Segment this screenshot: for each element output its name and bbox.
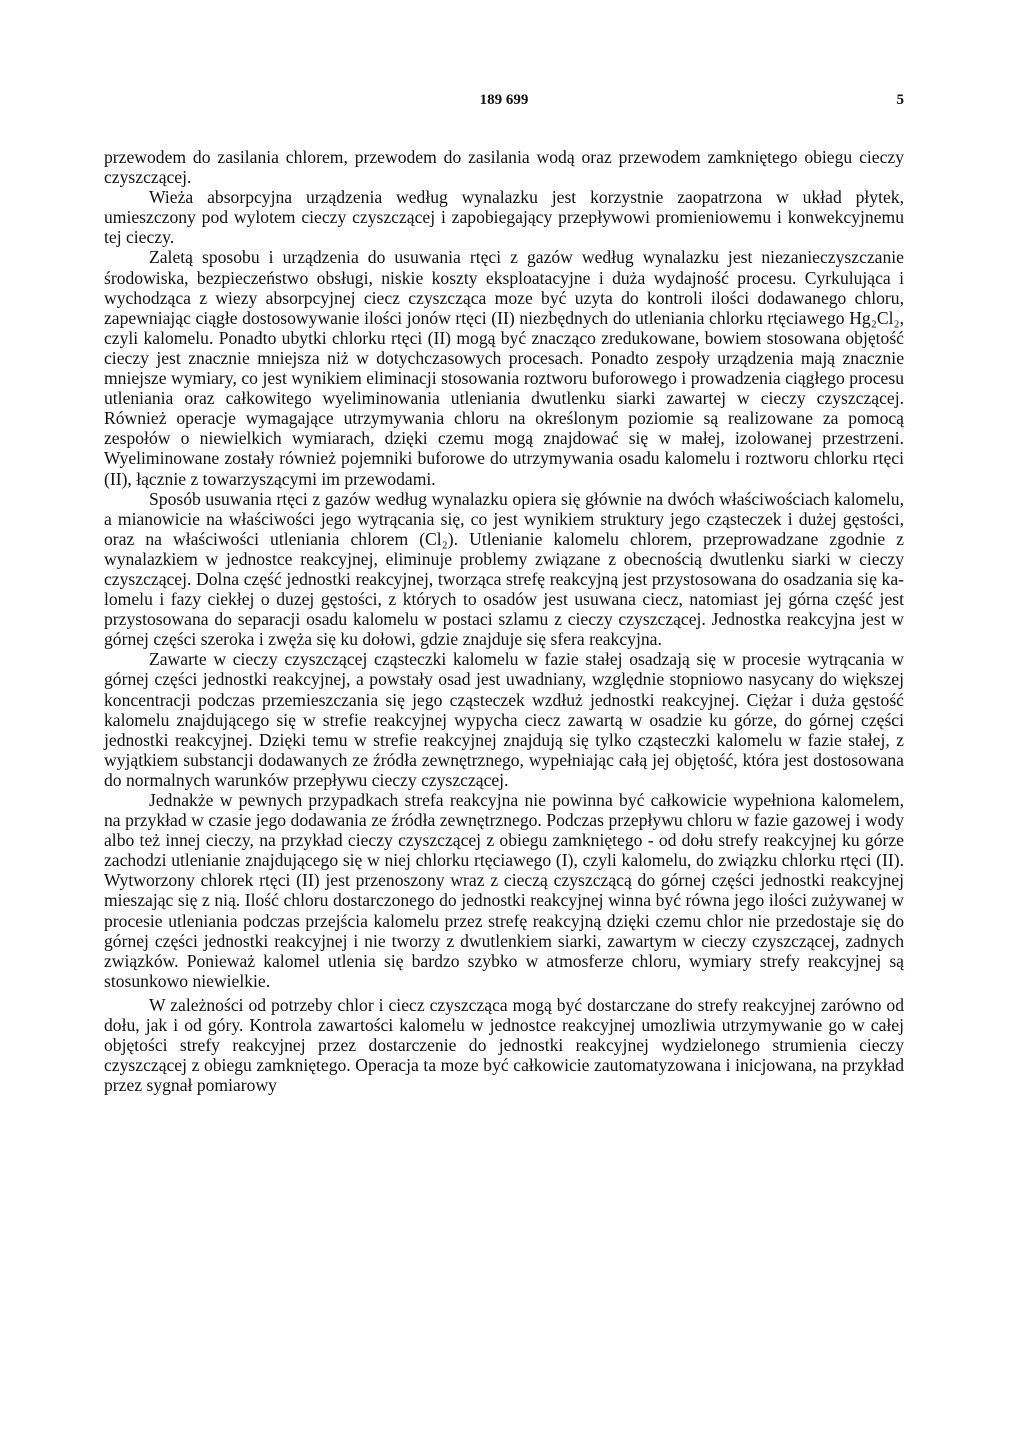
patent-number: 189 699 xyxy=(479,92,529,108)
paragraph: W zależności od potrzeby chlor i ciecz czyszcząca mogą być dostarczane do strefy reakcyjnej zarówno od dołu, jak i od góry. Kontrola zawartości kalomelu w jednostce reakcyjnej umozliwia utrzymywanie go w całej objętości strefy reakcyjnej przez dostarczenie do jednostki reakcyjnej wydzielonego strumienia cieczy czyszczącej z obiegu zamkniętego. Operacja ta moze być całkowicie zautomatyzowana i inicjowana, na przykład przez sygnał pomiarowy xyxy=(104,994,904,1096)
page-header xyxy=(104,92,904,118)
paragraph: Zaletą sposobu i urządzenia do usuwania rtęci z gazów według wynalazku jest niezanieczyszczanie środowiska, bezpieczeństwo obsługi, niskie koszty eksploatacyjne i duża wydajność procesu. Cyrkulująca i wychodząca z wiezy absorpcyjnej ciecz czyszcząca moze być uzyta do kontroli ilości dodawanego chloru, zapewniając ciągłe dostosowywanie ilości jonów rtęci (II) niezbędnych do utleniania chlorku rtęciawego Hg₂Cl₂, czyli kalomelu. Ponadto ubytki chlorku rtęci (II) mogą być znacząco zredukowane, bowiem stosowana objętość cieczy jest znacznie mniejsza niż w dotychczasowych procesach. Ponadto zespoły urządzenia mają znacznie mniejsze wymiary, co jest wynikiem eliminacji stosowania roztworu buforowego i prowadzenia ciągłego procesu utleniania oraz całkowitego wyeliminowania utleniania dwutlenku siarki zawartej w cieczy czyszczącej. Również operacje wymagające utrzymywania chloru na określonym poziomie są realizowane za pomocą zespołów o niewielkich wymiarach, dzięki czemu mogą znajdować się w małej, izolowanej przestrzeni. Wyeliminowane zostały również pojemniki buforowe do utrzymywania osadu kalomelu i roztworu chlorku rtęci (II), łącznie z towarzyszącymi im przewodami. xyxy=(104,247,904,489)
paragraph: Wieża absorpcyjna urządzenia według wynalazku jest korzystnie zaopatrzona w układ płytek, umieszczony pod wylotem cieczy czyszczącej i zapobiegający przepływowi promieniowemu i konwekcyjnemu tej cieczy. xyxy=(104,187,904,248)
document-body xyxy=(104,147,904,1095)
page-number: 5 xyxy=(896,92,904,108)
paragraph: Sposób usuwania rtęci z gazów według wynalazku opiera się głównie na dwóch właściwościach kalomelu, a mianowicie na właściwości jego wytrącania się, co jest wynikiem struktury jego cząsteczek i dużej gęstości, oraz na właściwości utleniania chlorem (Cl₂). Utlenianie kalomelu chlorem, przeprowadzane zgodnie z wynalazkiem w jednostce reakcyjnej, eliminuje problemy związane z obecnością dwutlenku siarki w cieczy czyszczącej. Dolna część jednostki reakcyjnej, tworząca strefę reakcyjną jest przystosowana do osadzania się kalomelu i fazy ciekłej o duzej gęstości, z których to osadów jest usuwana ciecz, natomiast jej górna część jest przystosowana do separacji osadu kalomelu w postaci szlamu z cieczy czyszczącej. Jednostka reakcyjna jest w górnej części szeroka i zwęża się ku dołowi, gdzie znajduje się sfera reakcyjna. xyxy=(104,488,904,650)
paragraph: Jednakże w pewnych przypadkach strefa reakcyjna nie powinna być całkowicie wypełniona kalomelem, na przykład w czasie jego dodawania ze źródła zewnętrznego. Podczas przepływu chloru w fazie gazowej i wody albo też innej cieczy, na przykład cieczy czyszczącej z obiegu zamkniętego - od dołu strefy reakcyjnej ku górze zachodzi utlenianie znajdującego się w niej chlorku rtęciawego (I), czyli kalomelu, do związku chlorku rtęci (II). Wytworzony chlorek rtęci (II) jest przenoszony wraz z cieczą czyszczącą do górnej części jednostki reakcyjnej mieszając się z nią. Ilość chloru dostarczonego do jednostki reakcyjnej winna być równa jego ilości zużywanej w procesie utleniania podczas przejścia kalomelu przez strefę reakcyjną dzięki czemu chlor nie przedostaje się do górnej części jednostki reakcyjnej i nie tworzy z dwutlenkiem siarki, zawartym w cieczy czyszczącej, zadnych związków. Ponieważ kalomel utlenia się bardzo szybko w atmosferze chloru, wymiary strefy reakcyjnej są stosunkowo niewielkie. xyxy=(104,790,904,991)
paragraph: Zawarte w cieczy czyszczącej cząsteczki kalomelu w fazie stałej osadzają się w procesie wytrącania w górnej części jednostki reakcyjnej, a powstały osad jest uwadniany, względnie stopniowo nasycany do większej koncentracji podczas przemieszczania się jego cząsteczek wzdłuż jednostki reakcyjnej. Ciężar i duża gęstość kalomelu znajdującego się w strefie reakcyjnej wypycha ciecz zawartą w osadzie ku górze, do górnej części jednostki reakcyjnej. Dzięki temu w strefie reakcyjnej znajdują się tylko cząsteczki kalomelu w fazie stałej, z wyjątkiem substancji dodawanych ze źródła zewnętrznego, wypełniając całą jej objętość, która jest dostosowana do normalnych warunków przepływu cieczy czyszczącej. xyxy=(104,649,904,790)
paragraph-continuation: przewodem do zasilania chlorem, przewodem do zasilania wodą oraz przewodem zamkniętego obiegu cieczy czyszczącej. xyxy=(104,147,904,188)
